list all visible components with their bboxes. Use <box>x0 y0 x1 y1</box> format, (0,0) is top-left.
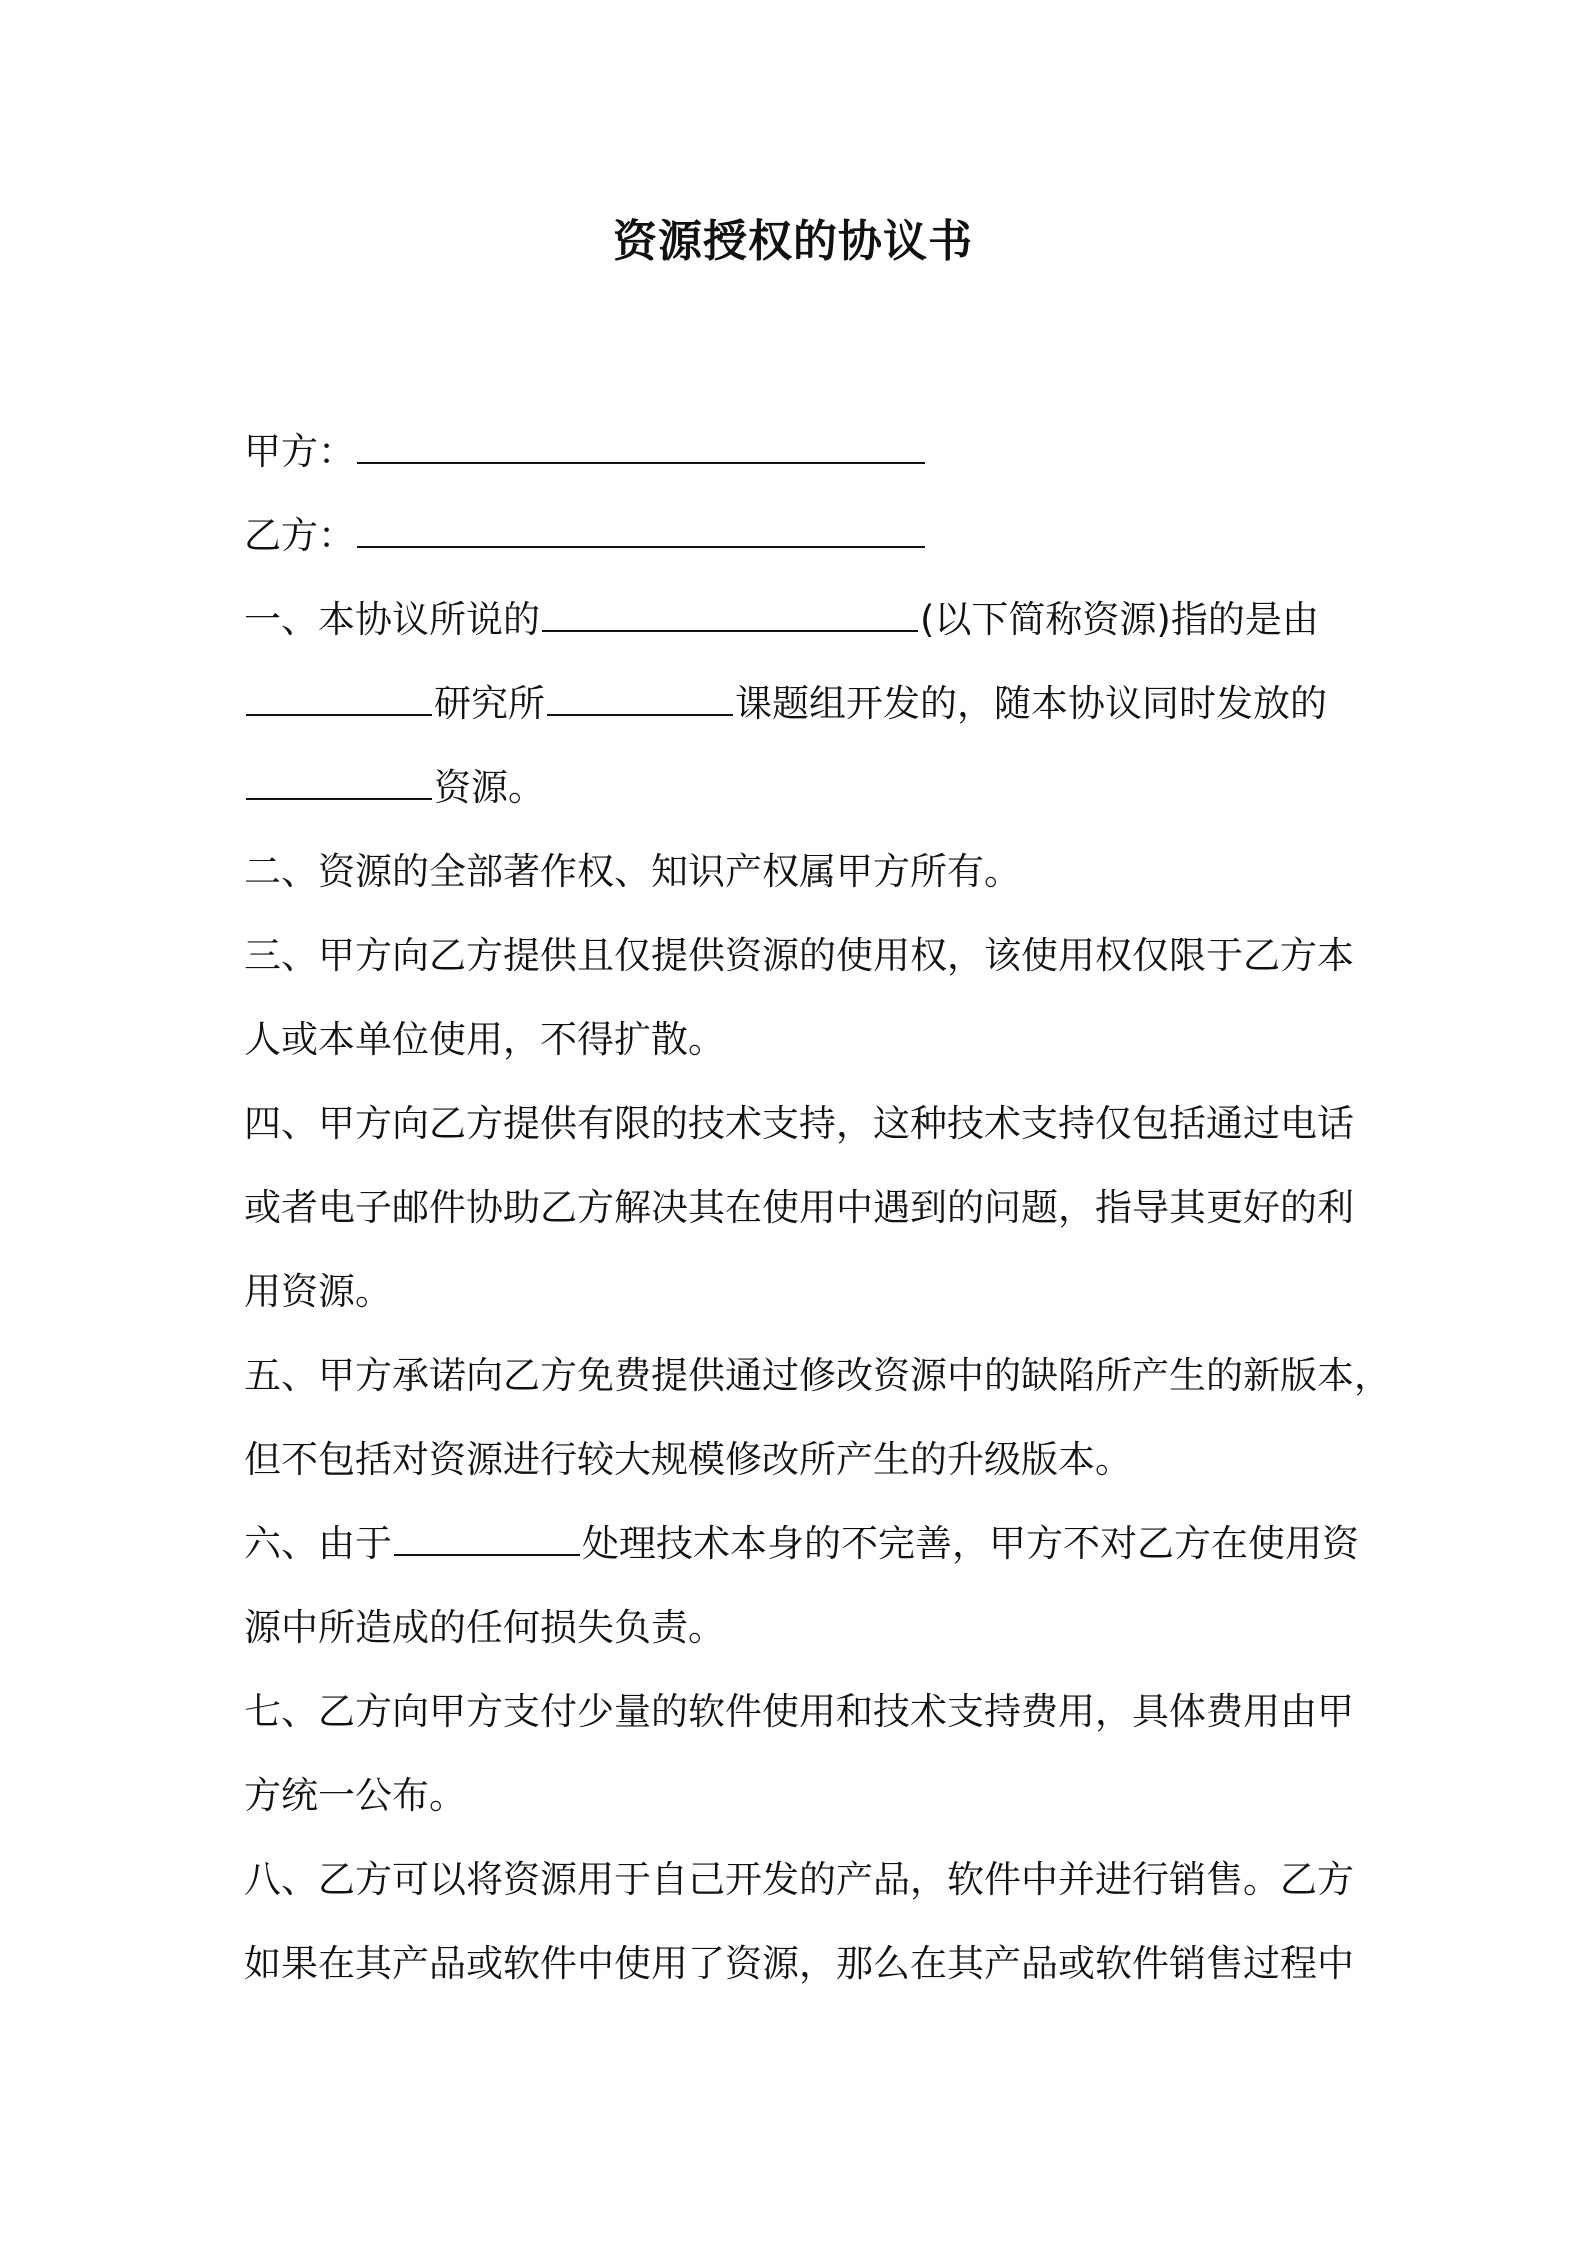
clause-2: 二、资源的全部著作权、知识产权属甲方所有。 <box>244 850 1021 893</box>
clause-3-line-2: 人或本单位使用，不得扩散。 <box>244 1018 725 1061</box>
clause-4-line-2: 或者电子邮件协助乙方解决其在使用中遇到的问题，指导其更好的利 <box>244 1186 1354 1229</box>
fill-in-blank <box>246 768 432 800</box>
clause-7-line-1: 七、乙方向甲方支付少量的软件使用和技术支持费用，具体费用由甲 <box>244 1690 1354 1733</box>
fill-in-blank <box>357 432 925 464</box>
document-body <box>244 410 1391 2006</box>
text-segment: 六、由于 <box>244 1522 392 1565</box>
text-segment: 处理技术本身的不完善，甲方不对乙方在使用资 <box>582 1522 1359 1565</box>
document-title: 资源授权的协议书 <box>613 216 973 267</box>
text-segment: 课题组开发的，随本协议同时发放的 <box>735 682 1327 725</box>
text-segment: 乙方： <box>244 514 355 557</box>
clause-6-line-1 <box>244 1502 1384 1586</box>
clause-3-line-1: 三、甲方向乙方提供且仅提供资源的使用权，该使用权仅限于乙方本 <box>244 934 1354 977</box>
clause-4-line-3: 用资源。 <box>244 1270 392 1313</box>
fill-in-blank <box>246 684 432 716</box>
party-a-line <box>244 410 1384 494</box>
fill-in-blank <box>357 516 925 548</box>
text-segment: 一、本协议所说的 <box>244 598 540 641</box>
party-b-line <box>244 494 1384 578</box>
text-segment: 研究所 <box>434 682 545 725</box>
clause-5-line-1: 五、甲方承诺向乙方免费提供通过修改资源中的缺陷所产生的新版本， <box>244 1354 1391 1397</box>
clause-1-line-2 <box>244 662 1384 746</box>
fill-in-blank <box>542 600 918 632</box>
clause-1-line-3 <box>244 746 1384 830</box>
text-segment: 甲方： <box>244 430 355 473</box>
clause-4-line-1: 四、甲方向乙方提供有限的技术支持，这种技术支持仅包括通过电话 <box>244 1102 1354 1145</box>
clause-7-line-2: 方统一公布。 <box>244 1774 466 1817</box>
clause-8-line-2: 如果在其产品或软件中使用了资源，那么在其产品或软件销售过程中 <box>244 1942 1354 1985</box>
clause-6-line-2: 源中所造成的任何损失负责。 <box>244 1606 725 1649</box>
clause-1-line-1 <box>244 578 1384 662</box>
text-segment: 资源。 <box>434 766 545 809</box>
fill-in-blank <box>547 684 733 716</box>
fill-in-blank <box>394 1524 580 1556</box>
clause-8-line-1: 八、乙方可以将资源用于自己开发的产品，软件中并进行销售。乙方 <box>244 1858 1354 1901</box>
text-segment: (以下简称资源)指的是由 <box>920 598 1319 641</box>
clause-5-line-2: 但不包括对资源进行较大规模修改所产生的升级版本。 <box>244 1438 1132 1481</box>
